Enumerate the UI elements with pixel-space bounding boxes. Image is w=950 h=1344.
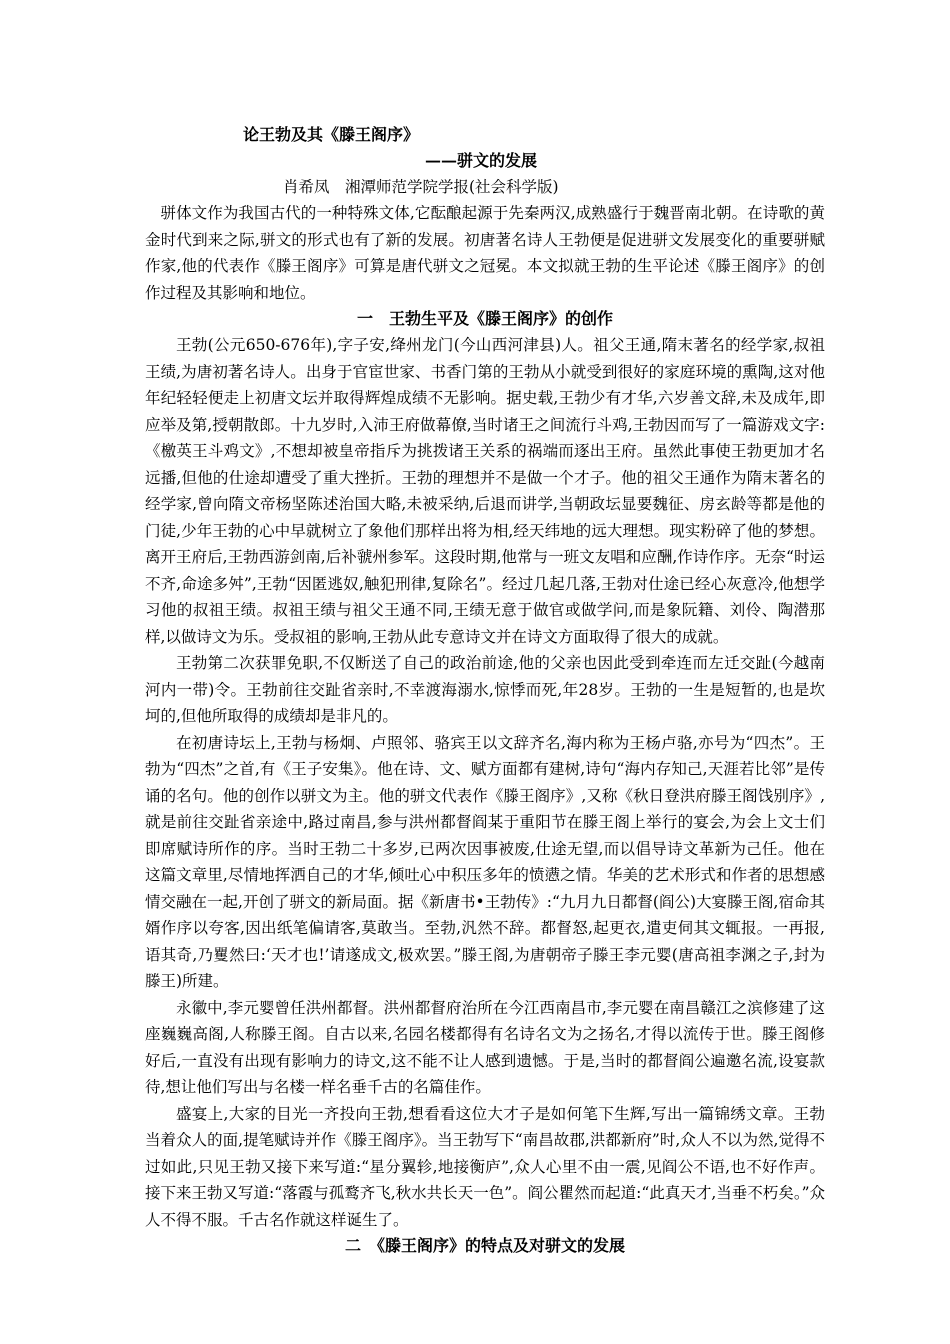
body-paragraph: 盛宴上,大家的目光一齐投向王勃,想看看这位大才子是如何笔下生辉,写出一篇锦绣文章。王勃当着众人的面,提笔赋诗并作《滕王阁序》。当王勃写下“南昌故郡,洪都新府”时,众人不以为然,觉得不过如此,只见王勃又接下来写道:“星分翼轸,地接衡庐”,众人心里不由一震,见阎公不语,也不好作声。接下来王勃又写道:“落霞与孤鹜齐飞,秋水共长天一色”。阎公瞿然而起道:“此真天才,当垂不朽矣。”众人不得不服。千古名作就这样诞生了。: [145, 1104, 825, 1229]
body-paragraph: 永徽中,李元婴曾任洪州都督。洪州都督府治所在今江西南昌市,李元婴在南昌赣江之滨修建了这座巍巍高阁,人称滕王阁。自古以来,名园名楼都得有名诗名文为之扬名,才得以流传于世。滕王阁修好后,一直没有出现有影响力的诗文,这不能不让人感到遗憾。于是,当时的都督阎公遍邀名流,设宴款待,想让他们写出与名楼一样名垂千古的名篇佳作。: [145, 998, 825, 1096]
article-title: 论王勃及其《滕王阁序》: [243, 125, 420, 144]
abstract-paragraph: 骈体文作为我国古代的一种特殊文体,它酝酿起源于先秦两汉,成熟盛行于魏晋南北朝。在诗歌的黄金时代到来之际,骈文的形式也有了新的发展。初唐著名诗人王勃便是促进骈文发展变化的重要骈赋作家,他的代表作《滕王阁序》可算是唐代骈文之冠冕。本文拟就王勃的生平论述《滕王阁序》的创作过程及其影响和地位。: [145, 204, 825, 302]
section-heading-1: 一 王勃生平及《滕王阁序》的创作: [356, 309, 613, 328]
article-subtitle: ——骈文的发展: [425, 151, 538, 170]
body-paragraph: 王勃(公元650-676年),字子安,绛州龙门(今山西河津县)人。祖父王通,隋末著名的经学家,叔祖王绩,为唐初著名诗人。出身于官宦世家、书香门第的王勃从小就受到很好的家庭环境的熏陶,这对他年纪轻轻便走上初唐文坛并取得辉煌成绩不无影响。据史载,王勃少有才华,六岁善文辞,未及成年,即应举及第,授朝散郎。十九岁时,入沛王府做幕僚,当时诸王之间流行斗鸡,王勃因而写了一篇游戏文字:《檄英王斗鸡文》,不想却被皇帝指斥为挑拨诸王关系的祸端而逐出王府。虽然此事使王勃更加才名远播,但他的仕途却遭受了重大挫折。王勃的理想并不是做一个才子。他的祖父王通作为隋末著名的经学家,曾向隋文帝杨坚陈述治国大略,未被采纳,后退而讲学,当朝政坛显要魏征、房玄龄等都是他的门徒,少年王勃的心中早就树立了象他们那样出将为相,经天纬地的远大理想。现实粉碎了他的梦想。离开王府后,王勃西游剑南,后补虢州参军。这段时期,他常与一班文友唱和应酬,作诗作序。无奈“时运不齐,命途多舛”,王勃“因匿逃奴,触犯刑律,复除名”。经过几起几落,王勃对仕途已经心灰意冷,他想学习他的叔祖王绩。叔祖王绩与祖父王通不同,王绩无意于做官或做学问,而是象阮籍、刘伶、陶潜那样,以做诗文为乐。受叔祖的影响,王勃从此专意诗文并在诗文方面取得了很大的成就。: [145, 336, 825, 646]
body-paragraph: 王勃第二次获罪免职,不仅断送了自己的政治前途,他的父亲也因此受到牵连而左迁交趾(今越南河内一带)令。王勃前往交趾省亲时,不幸渡海溺水,惊悸而死,年28岁。王勃的一生是短暂的,也是坎坷的,但他所取得的成绩却是非凡的。: [145, 654, 825, 725]
author-byline: 肖希凤 湘潭师范学院学报(社会科学版): [283, 178, 559, 196]
section-heading-2: 二 《滕王阁序》的特点及对骈文的发展: [344, 1236, 625, 1255]
document-page: [145, 122, 825, 1259]
body-paragraph: 在初唐诗坛上,王勃与杨炯、卢照邻、骆宾王以文辞齐名,海内称为王杨卢骆,亦号为“四杰”。王勃为“四杰”之首,有《王子安集》。他在诗、文、赋方面都有建树,诗句“海内存知己,天涯若比邻”是传诵的名句。他的创作以骈文为主。他的骈文代表作《滕王阁序》,又称《秋日登洪府滕王阁饯别序》,就是前往交趾省亲途中,路过南昌,参与洪州都督阎某于重阳节在滕王阁上举行的宴会,为会上文士们即席赋诗所作的序。当时王勃二十多岁,已两次因事被废,仕途无望,而以倡导诗文革新为己任。他在这篇文章里,尽情地挥洒自己的才华,倾吐心中积压多年的愤懑之情。华美的艺术形式和作者的思想感情交融在一起,开创了骈文的新局面。据《新唐书•王勃传》:“九月九日都督(阎公)大宴滕王阁,宿命其婿作序以夸客,因出纸笔偏请客,莫敢当。至勃,汎然不辞。都督怒,起更衣,遣吏伺其文辄报。一再报,语其奇,乃矍然曰:‘天才也!’请遂成文,极欢罢。”滕王阁,为唐朝帝子滕王李元婴(唐高祖李渊之子,封为滕王)所建。: [145, 733, 825, 990]
